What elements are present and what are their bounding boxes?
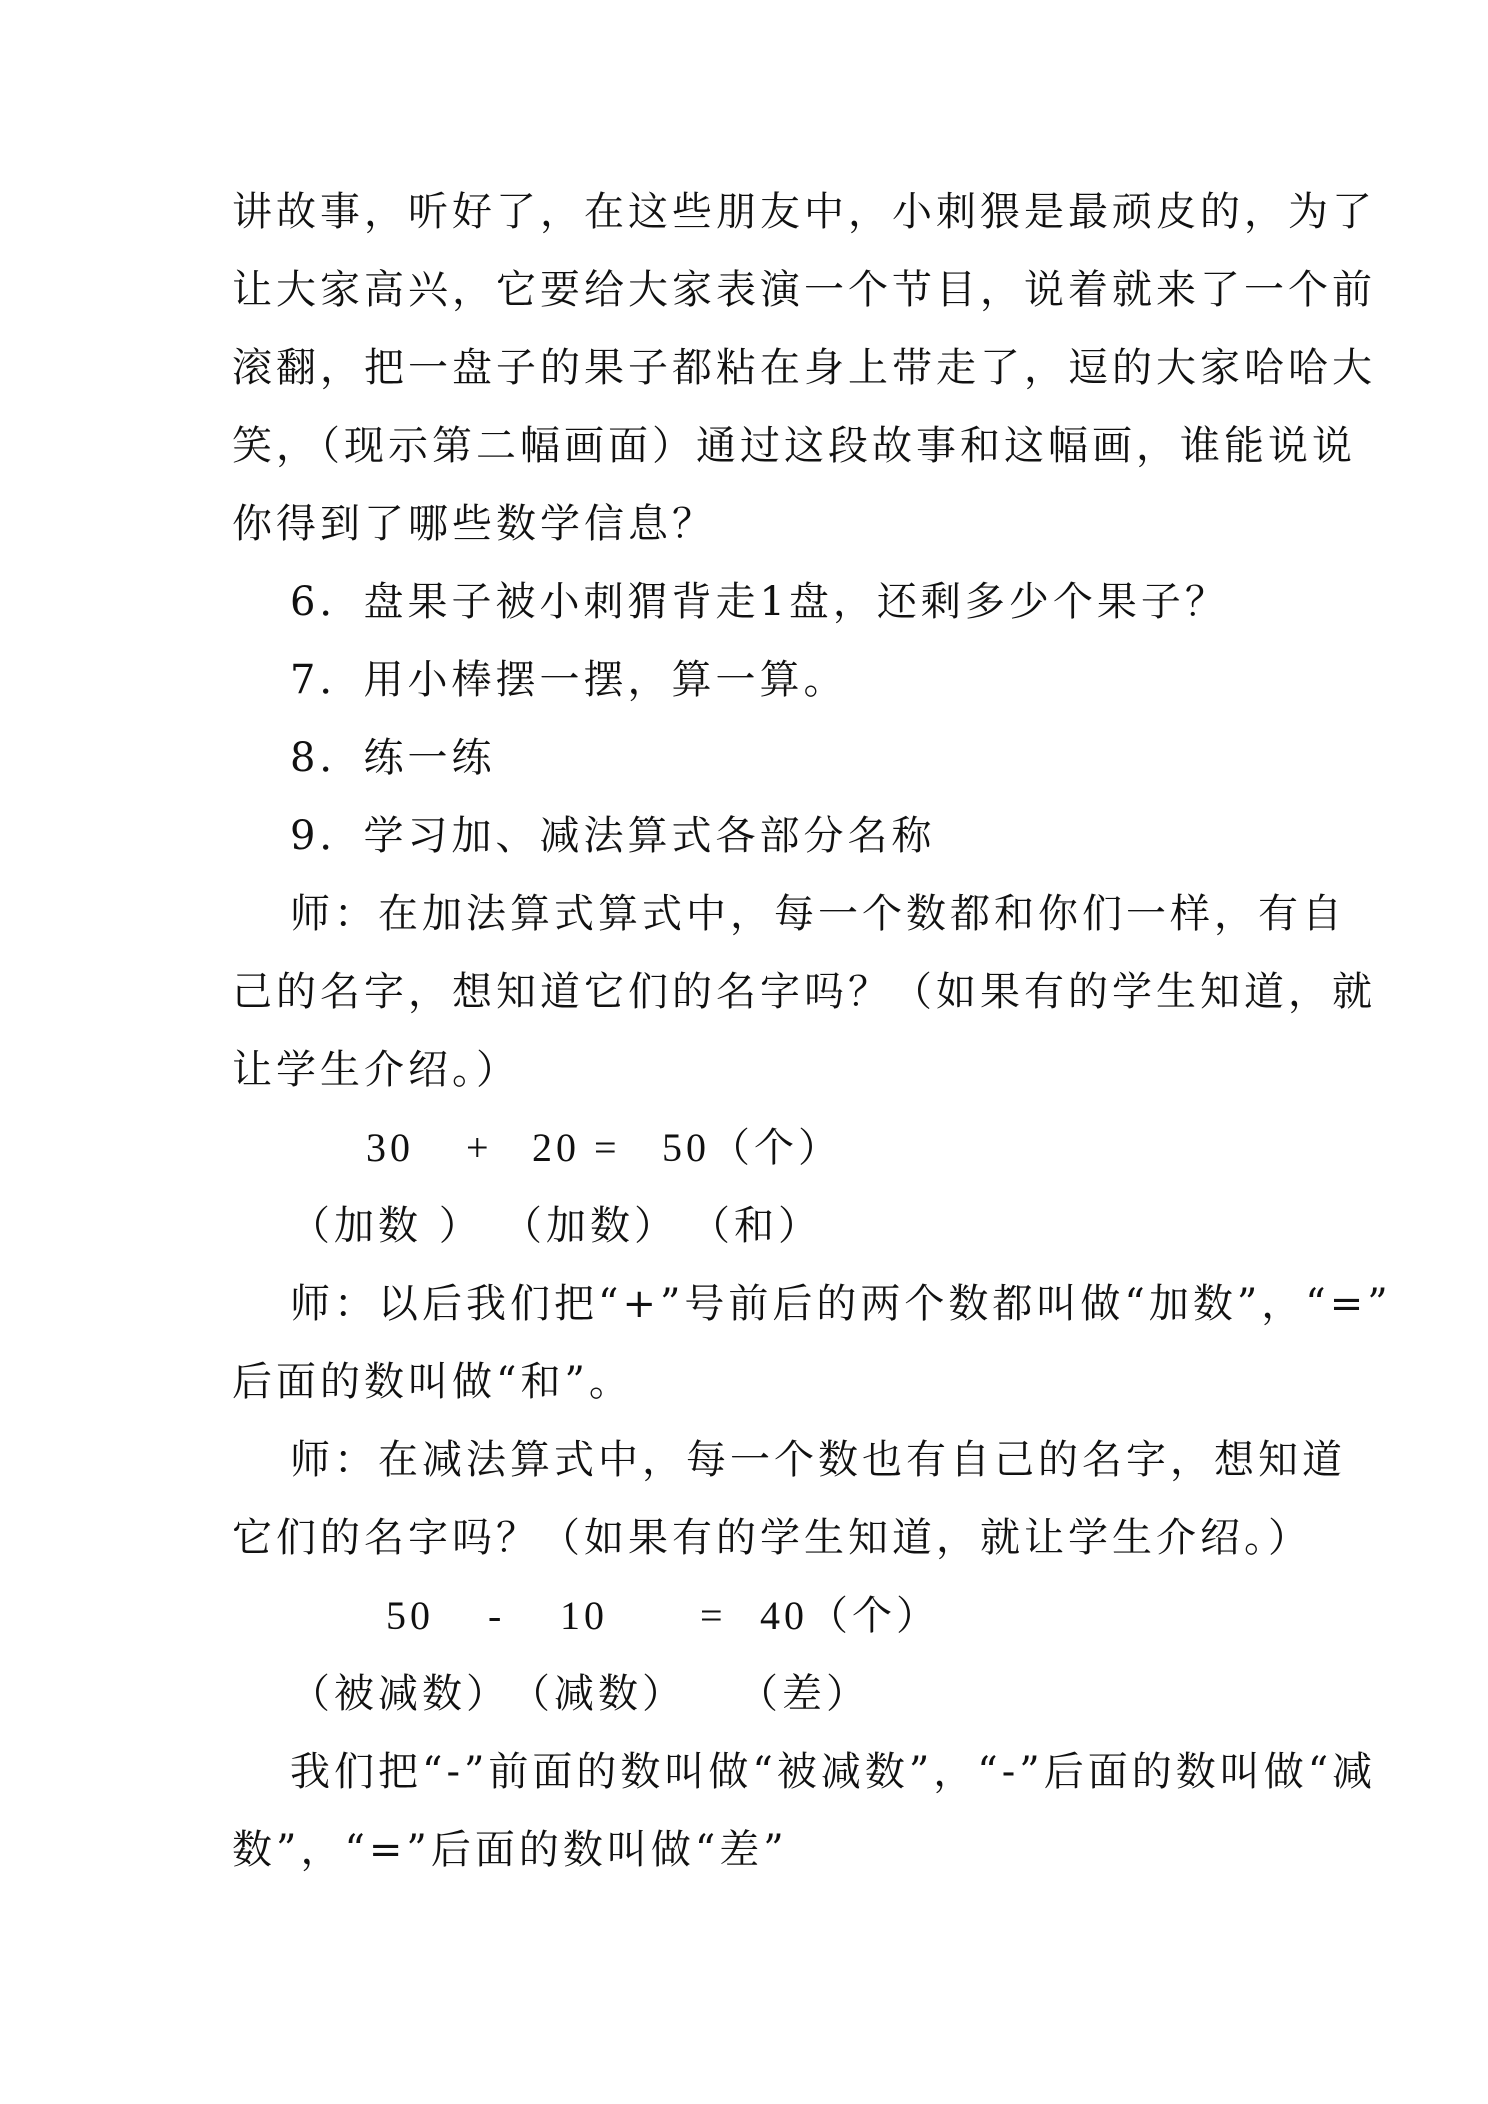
label-sum: （和） <box>690 1203 822 1249</box>
minus-sign: - <box>488 1593 506 1638</box>
text-line: 讲故事，听好了，在这些朋友中，小刺猥是最顽皮的，为了 <box>232 189 1376 235</box>
text-line: 师：以后我们把“+”号前后的两个数都叫做“加数”，“=” <box>290 1281 1392 1327</box>
plus-sign: + <box>466 1125 493 1170</box>
list-item-9: 9．学习加、减法算式各部分名称 <box>290 813 936 859</box>
text-line: 师：在减法算式中，每一个数也有自己的名字，想知道 <box>290 1437 1346 1483</box>
subtraction-labels <box>0 1664 1488 1724</box>
label-subtrahend: （减数） <box>510 1671 686 1717</box>
text-line: 师：在加法算式算式中，每一个数都和你们一样，有自 <box>290 891 1346 937</box>
addition-labels <box>0 1196 1488 1256</box>
label-addend-b: （加数） <box>502 1203 678 1249</box>
text-line: 让学生介绍。） <box>232 1047 520 1093</box>
addition-equation <box>0 1118 1488 1178</box>
label-difference: （差） <box>738 1671 870 1717</box>
equals-sign: = <box>700 1593 727 1638</box>
list-item-6: 6．盘果子被小刺猬背走1盘，还剩多少个果子？ <box>290 579 1229 625</box>
text-line: 后面的数叫做“和”。 <box>232 1359 633 1405</box>
text-line: 你得到了哪些数学信息？ <box>232 501 716 547</box>
subtraction-equation <box>0 1586 1488 1646</box>
text-line: 让大家高兴，它要给大家表演一个节目，说着就来了一个前 <box>232 267 1376 313</box>
label-addend-a: （加数 ） <box>290 1203 483 1249</box>
difference: 40（个） <box>760 1593 940 1638</box>
text-line: 数”，“=”后面的数叫做“差” <box>232 1827 788 1873</box>
addend-b: 20 = <box>532 1125 621 1170</box>
label-minuend: （被减数） <box>290 1671 510 1717</box>
sum: 50（个） <box>662 1125 842 1170</box>
text-line: 笑，（现示第二幅画面）通过这段故事和这幅画，谁能说说 <box>232 423 1356 469</box>
list-item-7: 7．用小棒摆一摆，算一算。 <box>290 657 848 703</box>
text-line: 它们的名字吗？（如果有的学生知道，就让学生介绍。） <box>232 1515 1312 1561</box>
list-item-8: 8．练一练 <box>290 735 496 781</box>
addend-a: 30 <box>366 1125 414 1170</box>
text-line: 我们把“-”前面的数叫做“被减数”，“-”后面的数叫做“减 <box>290 1749 1377 1795</box>
minuend: 50 <box>386 1593 434 1638</box>
subtrahend: 10 <box>560 1593 608 1638</box>
text-line: 己的名字，想知道它们的名字吗？（如果有的学生知道，就 <box>232 969 1376 1015</box>
text-line: 滚翻，把一盘子的果子都粘在身上带走了，逗的大家哈哈大 <box>232 345 1376 391</box>
